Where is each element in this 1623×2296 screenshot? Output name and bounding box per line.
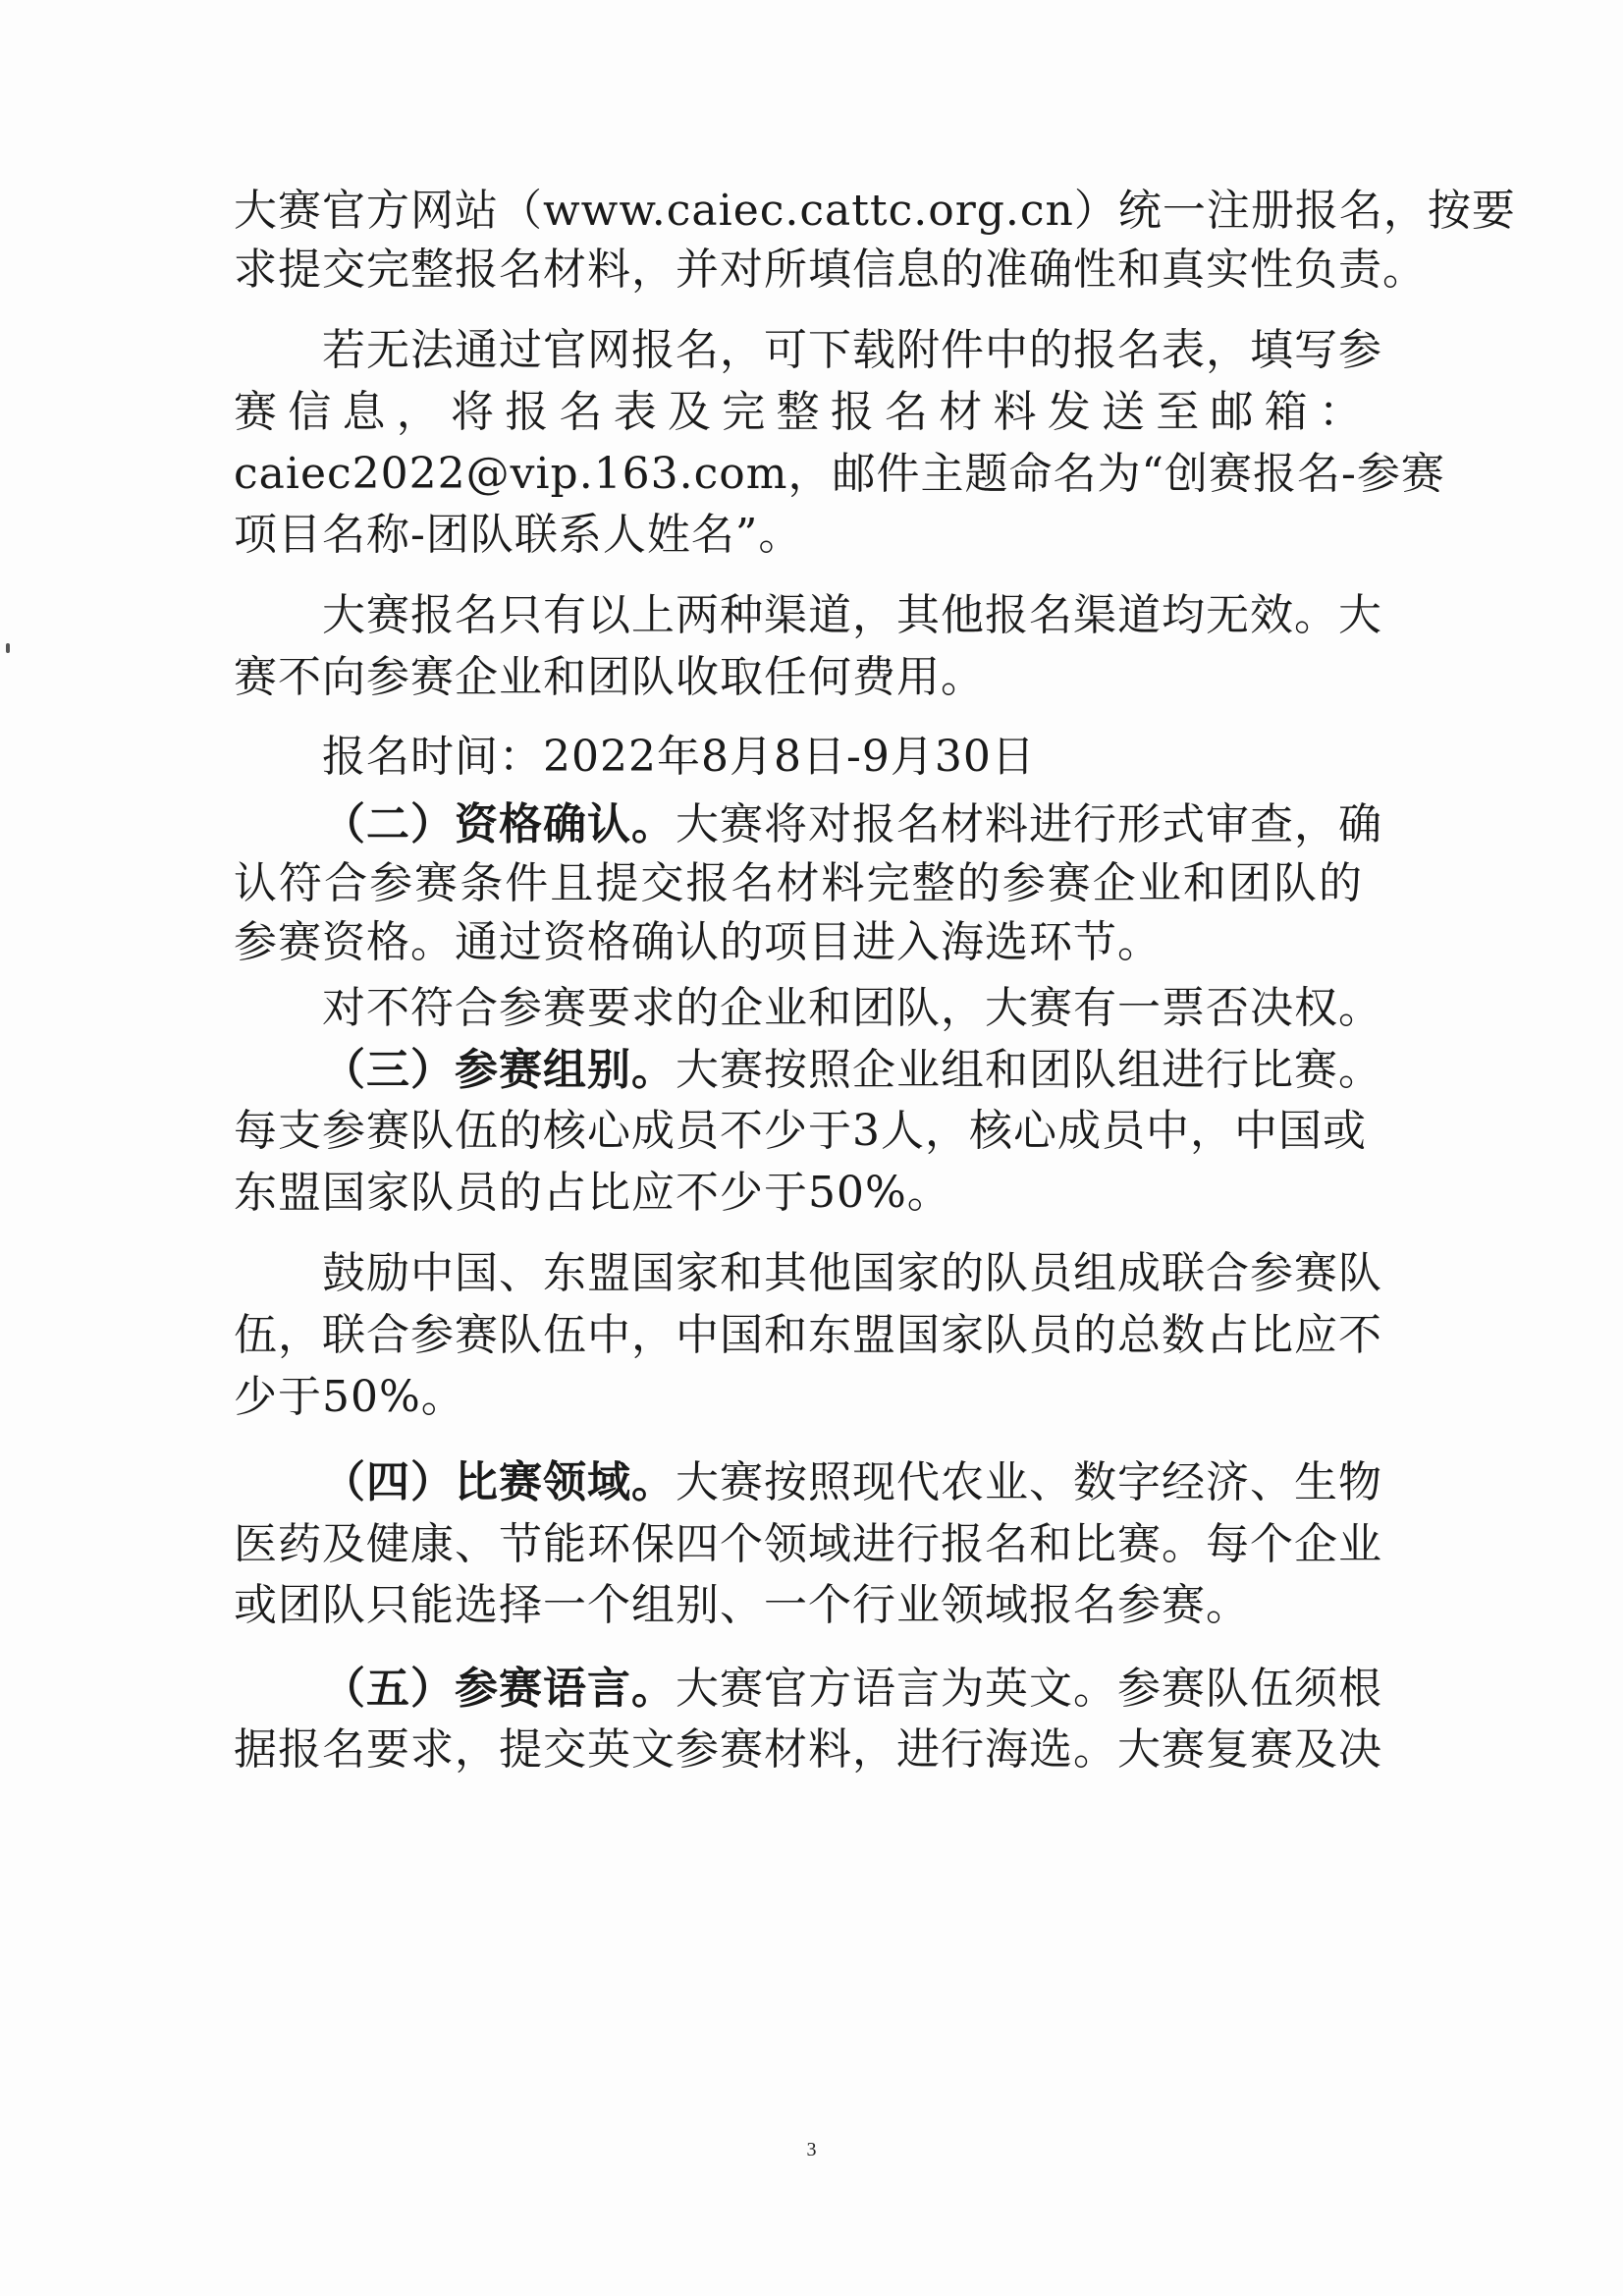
section-heading: （三）参赛组别。 [322,1045,676,1095]
text-run: 大赛按照企业组和团队组进行比赛。 [676,1045,1382,1095]
text-line: 每支参赛队伍的核心成员不少于3人，核心成员中，中国或 [234,1106,1367,1156]
text-run: 大赛官方语言为英文。参赛队伍须根 [676,1664,1382,1714]
text-line: 对不符合参赛要求的企业和团队，大赛有一票否决权。 [322,983,1382,1033]
scan-mark [6,643,10,653]
text-line: 大赛报名只有以上两种渠道，其他报名渠道均无效。大 [322,590,1382,640]
text-run: 大赛按照现代农业、数字经济、生物 [676,1457,1382,1507]
text-line: 伍，联合参赛队伍中，中国和东盟国家队员的总数占比应不 [234,1310,1382,1360]
text-line: 若无法通过官网报名，可下载附件中的报名表，填写参 [322,325,1382,375]
text-line: 据报名要求，提交英文参赛材料，进行海选。大赛复赛及决 [234,1724,1382,1775]
section-heading: （二）资格确认。 [322,799,676,849]
text-line: 或团队只能选择一个组别、一个行业领域报名参赛。 [234,1580,1250,1630]
section-4-first-line [322,1453,1382,1512]
text-line: 项目名称-团队联系人姓名”。 [234,510,803,560]
text-line: 报名时间：2022年8月8日-9月30日 [322,732,1036,782]
text-line: 东盟国家队员的占比应不少于50%。 [234,1168,951,1218]
text-line: 求提交完整报名材料，并对所填信息的准确性和真实性负责。 [234,245,1427,295]
text-line: 少于50%。 [234,1372,465,1422]
section-heading: （五）参赛语言。 [322,1664,676,1714]
text-line: 参赛资格。通过资格确认的项目进入海选环节。 [234,917,1162,967]
section-2-first-line [322,795,1382,854]
text-line: 认符合参赛条件且提交报名材料完整的参赛企业和团队的 [234,858,1363,908]
text-line: 大赛官方网站（www.caiec.cattc.org.cn）统一注册报名，按要 [234,186,1516,236]
text-line: 赛不向参赛企业和团队收取任何费用。 [234,652,985,702]
section-3-first-line [322,1041,1382,1100]
text-line: caiec2022@vip.163.com，邮件主题命名为“创赛报名-参赛 [234,449,1445,499]
section-heading: （四）比赛领域。 [322,1457,676,1507]
text-line: 鼓励中国、东盟国家和其他国家的队员组成联合参赛队 [322,1248,1382,1298]
section-5-first-line [322,1660,1382,1719]
text-run: 大赛将对报名材料进行形式审查，确 [676,799,1382,849]
text-line: 医药及健康、节能环保四个领域进行报名和比赛。每个企业 [234,1519,1382,1569]
text-line: 赛信息，将报名表及完整报名材料发送至邮箱： [234,387,1363,437]
page-number: 3 [806,2139,817,2160]
